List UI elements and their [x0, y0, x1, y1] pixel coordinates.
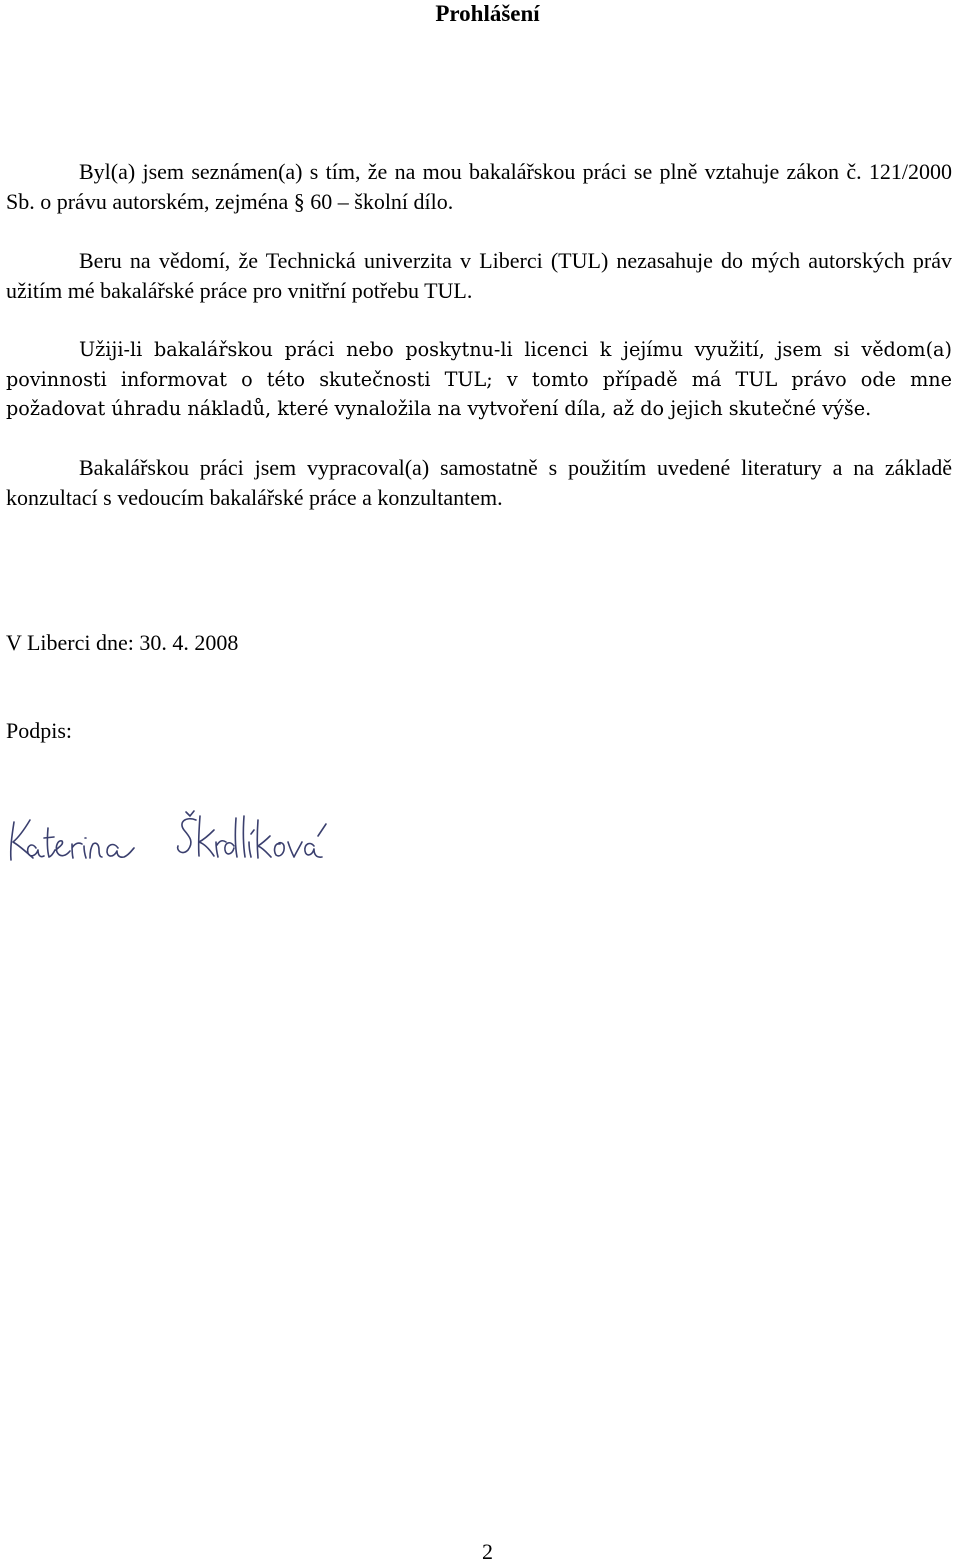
- page-title: Prohlášení: [435, 1, 540, 26]
- place-and-date: V Liberci dne: 30. 4. 2008: [6, 630, 239, 655]
- handwritten-signature: [0, 780, 340, 880]
- paragraph-license-obligation: Užiji-li bakalářskou práci nebo poskytnu-li licenci k jejímu využití, jsem si vědom(a) povinnosti informovat o této skutečnosti TUL; v tomto případě má TUL právo ode mne požadovat úhradu nákladů, které vynaložila na vytvoření díla, až do jejich skutečné výše.: [6, 338, 952, 420]
- paragraph-independent-work: Bakalářskou práci jsem vypracoval(a) samostatně s použitím uvedené literatury a na základě konzultací s vedoucím bakalářské práce a konzultantem.: [6, 455, 952, 510]
- signature-label: Podpis:: [6, 718, 73, 743]
- paragraph-tul-rights: Beru na vědomí, že Technická univerzita v Liberci (TUL) nezasahuje do mých autorských práv užitím mé bakalářské práce pro vnitřní potřebu TUL.: [6, 248, 952, 303]
- paragraph-copyright-law: Byl(a) jsem seznámen(a) s tím, že na mou bakalářskou práci se plně vztahuje zákon č. 121/2000 Sb. o právu autorském, zejména § 60 – školní dílo.: [6, 159, 952, 214]
- page-number: 2: [482, 1539, 493, 1564]
